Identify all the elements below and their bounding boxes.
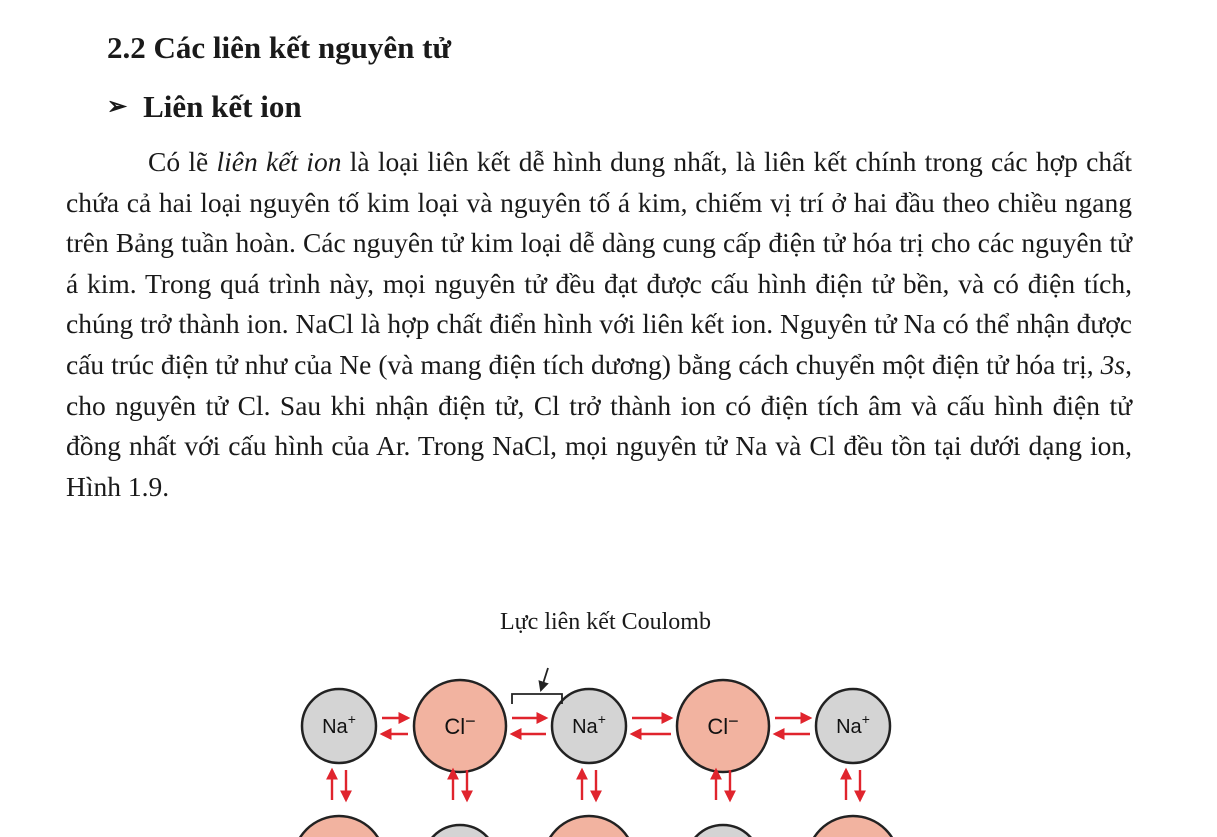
paragraph-text-3: , cho nguyên tử Cl. Sau khi nhận điện tử, Cl trở thành ion có điện tích âm và cấu hình điện tử đồng nhất với cấu hình của Ar. Trong NaCl, mọi nguyên tử Na và Cl đều tồn tại dưới dạng ion, Hình 1.9. xyxy=(66,348,1132,502)
ion-cl-4-label: Cl− xyxy=(707,711,739,739)
bond-bracket xyxy=(512,694,562,704)
ion-row2-na-4 xyxy=(686,825,760,837)
ion-row2-cl-5 xyxy=(807,816,899,837)
arrowhead-bullet-icon: ➢ xyxy=(107,94,128,120)
ion-na-1-label: Na+ xyxy=(322,711,356,738)
paragraph-text-1: Có lẽ xyxy=(148,146,217,177)
paragraph-text-2: là loại liên kết dễ hình dung nhất, là liên kết chính trong các hợp chất chứa cả hai loại nguyên tố kim loại và nguyên tố á kim, chiếm vị trí ở hai đầu theo chiều ngang trên Bảng tuần hoàn. Các nguyên tử kim loại dễ dàng cung cấp điện tử hóa trị cho các nguyên tử á kim. Trong quá trình này, mọi nguyên tử đều đạt được cấu hình điện tử bền, và có điện tích, chúng trở thành ion. NaCl là hợp chất điển hình với liên kết ion. Nguyên tử Na có thể nhận được cấu trúc điện tử như của Ne (và mang điện tích dương) bằng cách chuyển một điện tử hóa trị, xyxy=(66,146,1132,380)
ion-na-3-label: Na+ xyxy=(572,711,606,738)
ion-row2-na-2 xyxy=(423,825,497,837)
subsection-heading-text: Liên kết ion xyxy=(143,89,302,124)
italic-orbital: 3s xyxy=(1100,348,1126,380)
ion-na-5-label: Na+ xyxy=(836,711,870,738)
caption-pointer-arrow xyxy=(541,668,548,690)
section-heading: 2.2 Các liên kết nguyên tử xyxy=(107,30,452,65)
ion-row2-cl-1 xyxy=(293,816,385,837)
italic-term: liên kết ion xyxy=(216,146,342,177)
figure-caption: Lực liên kết Coulomb xyxy=(500,609,711,635)
ion-cl-2-label: Cl− xyxy=(444,711,476,739)
ion-row2-cl-3 xyxy=(543,816,635,837)
